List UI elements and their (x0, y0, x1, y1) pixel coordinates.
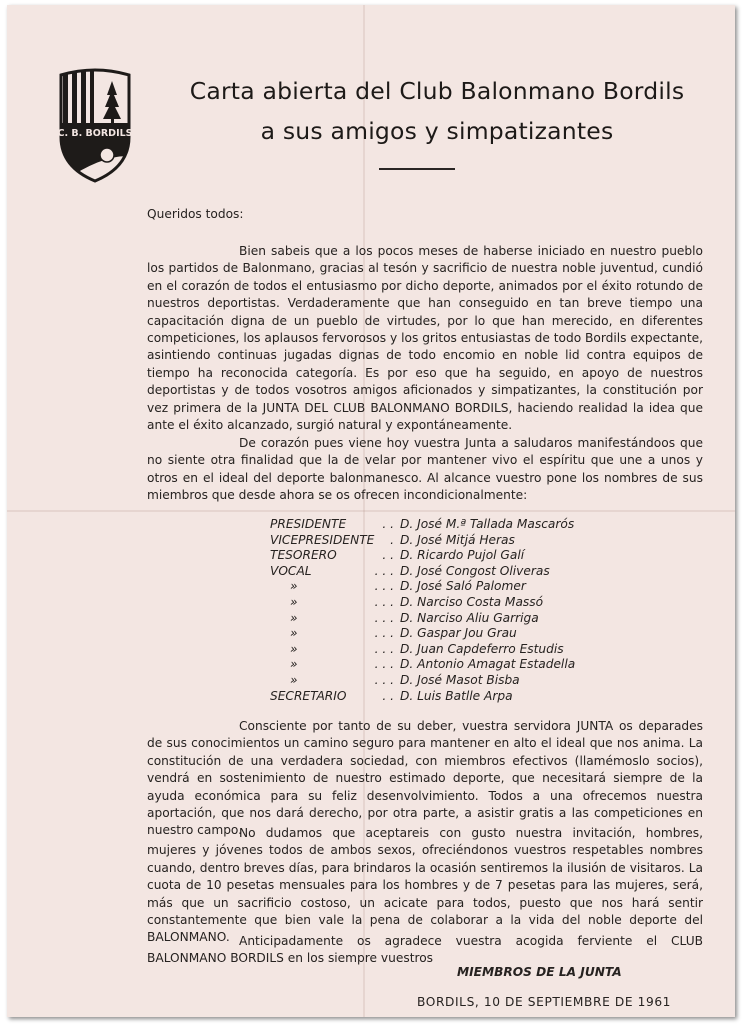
board-dots: . . . (374, 579, 394, 594)
paragraph-5: Anticipadamente os agradece vuestra acogida ferviente el CLUB BALONMANO BORDILS en los siempre vuestros (147, 934, 703, 966)
board-row (270, 564, 575, 580)
board-members-list (270, 517, 575, 704)
board-role: » (290, 641, 298, 656)
board-name: D. Narciso Aliu Garriga (400, 610, 539, 625)
board-role: » (290, 672, 298, 687)
board-name: D. José M.ª Tallada Mascarós (400, 517, 575, 531)
board-role: » (290, 579, 298, 594)
board-role: TESORERO (270, 548, 337, 563)
signature: MIEMBROS DE LA JUNTA (457, 965, 622, 979)
board-role: » (290, 626, 298, 641)
club-crest-logo (55, 67, 135, 187)
board-name: D. Juan Capdeferro Estudis (400, 641, 564, 656)
board-name: D. José Congost Oliveras (400, 563, 550, 578)
board-name: D. José Masot Bisba (400, 672, 520, 687)
board-role: VOCAL (270, 563, 312, 578)
board-dots: . . . (374, 594, 394, 609)
letter-title (157, 71, 717, 151)
paragraph-4: No dudamos que aceptareis con gusto nuestra invitación, hombres, mujeres y jóvenes todos de ambos sexos, ofreciéndonos vuestros respetables nombres cuando, dentro breves días, para brindaros la ocasión sentiremos la ilusión de visitaros. La cuota de 10 pesetas mensuales para los hombres y de 7 pesetas para las mujeres, será, más que un sacrificio costoso, un acicate para todos, puesto que nos hará sentir constantemente que bien vale la pena de colaborar a la vida del noble deporte del BALONMANO. (147, 826, 703, 945)
board-name: D. José Saló Palomer (400, 579, 526, 594)
board-role: » (290, 610, 298, 625)
board-dots: . . . (374, 641, 394, 656)
board-role: » (290, 657, 298, 672)
board-row (270, 611, 575, 627)
letter-sheet (7, 5, 735, 1017)
paper-fold-horizontal (7, 510, 735, 512)
board-name: D. Ricardo Pujol Galí (400, 548, 525, 563)
paragraph-1: Bien sabeis que a los pocos meses de haberse iniciado en nuestro pueblo los partidos de Balonmano, gracias al tesón y sacrificio de nuestra noble juventud, cundió en el corazón de todos el entusiasmo por dicho deporte, animados por el éxito rotundo de nuestros deportistas. Verdaderamente que han conseguido en tan breve tiempo una capacitación digna de un pueblo de virtudes, por lo que han merecido, en diferentes competiciones, los aplausos fervorosos y los gritos entusiastas de todo Bordils expectante, asintiendo continuas jugadas dignas de todo encomio en noble lid contra equipos de tiempo ha reconocida categoría. Es por eso que ha seguido, en apoyo de nuestros deportistas y de todos vosotros amigos aficionados y simpatizantes, la constitución por vez primera de la JUNTA DEL CLUB BALONMANO BORDILS, haciendo realidad la idea que ante el éxito alcanzado, surgió natural y expontáneamente. (147, 244, 703, 433)
board-dots: . . . (374, 672, 394, 687)
board-row (270, 642, 575, 658)
crest-text: C. B. BORDILS (57, 128, 133, 139)
board-row (270, 673, 575, 689)
board-row (270, 533, 575, 549)
title-divider (379, 168, 455, 170)
board-dots: . . . (374, 626, 394, 641)
board-row (270, 657, 575, 673)
board-dots: . . (382, 517, 394, 531)
board-row (270, 579, 575, 595)
board-row (270, 595, 575, 611)
board-role: PRESIDENTE (270, 517, 347, 531)
board-name: D. Gaspar Jou Grau (400, 626, 517, 641)
board-row (270, 689, 575, 705)
board-row (270, 626, 575, 642)
board-row (270, 548, 575, 564)
board-dots: . . (382, 548, 394, 563)
board-name: D. Antonio Amagat Estadella (400, 657, 576, 672)
salutation: Queridos todos: (147, 207, 244, 221)
board-dots: . . . (374, 657, 394, 672)
paragraph-2: De corazón pues viene hoy vuestra Junta a saludaros manifestándoos que no siente otra finalidad que la de velar por mantener vivo el espíritu que une a unos y otros en el ideal del deporte balonmanesco. Al alcance vuestro pone los nombres de sus miembros que desde ahora se os ofrecen incondicionalmente: (147, 436, 703, 503)
title-line-2: a sus amigos y simpatizantes (260, 117, 614, 145)
board-name: D. José Mitjá Heras (400, 532, 515, 547)
board-dots: . . . (374, 563, 394, 578)
board-role: VICEPRESIDENTE (270, 532, 375, 547)
board-dots: . (390, 532, 394, 547)
title-line-1: Carta abierta del Club Balonmano Bordils (189, 77, 685, 105)
board-name: D. Luis Batlle Arpa (400, 688, 513, 703)
board-name: D. Narciso Costa Massó (400, 594, 544, 609)
board-role: » (290, 594, 298, 609)
board-dots: . . (382, 688, 394, 703)
letter-date: BORDILS, 10 DE SEPTIEMBRE DE 1961 (417, 995, 672, 1009)
board-role: SECRETARIO (270, 688, 347, 703)
board-row (270, 517, 575, 533)
board-dots: . . . (374, 610, 394, 625)
paragraph-3: Consciente por tanto de su deber, vuestra servidora JUNTA os deparades de sus conocimientos un camino seguro para mantener en alto el ideal que nos anima. La constitución de una verdadera sociedad, con miembros efectivos (llamémoslo socios), vendrá en sostenimiento de nuestro estimado deporte, que necesitará siempre de la ayuda económica para su feliz desenvolvimiento. Todos a una ofrecemos nuestra aportación, que nos dará derecho, por otra parte, a asistir gratis a las competiciones en nuestro campo. (147, 719, 703, 838)
